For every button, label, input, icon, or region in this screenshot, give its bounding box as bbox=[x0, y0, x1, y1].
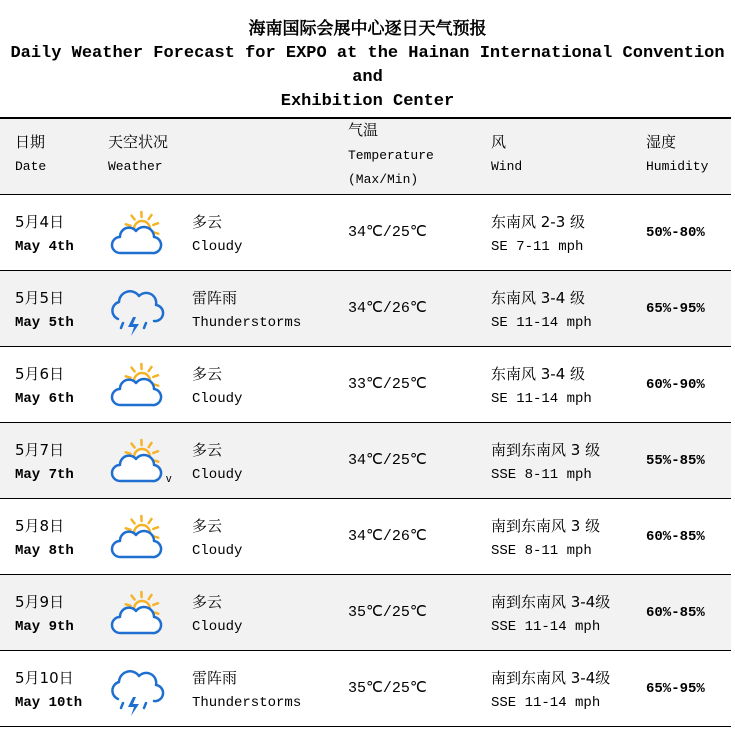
row-wind-zh: 东南风 3-4 级 bbox=[491, 365, 586, 383]
row-date-zh: 5月4日 bbox=[15, 213, 65, 231]
row-wind-en: SE 11-14 mph bbox=[491, 391, 592, 407]
row-divider bbox=[0, 726, 731, 727]
row-date-en: May 4th bbox=[15, 239, 74, 255]
row-divider bbox=[0, 346, 731, 347]
header-temperature-en: Temperature bbox=[348, 148, 434, 163]
row-weather-zh: 多云 bbox=[192, 213, 223, 231]
row-wind-en: SSE 11-14 mph bbox=[491, 619, 601, 635]
partly-cloudy-icon bbox=[106, 355, 168, 415]
row-date-zh: 5月7日 bbox=[15, 441, 65, 459]
row-divider bbox=[0, 498, 731, 499]
row-wind-zh: 南到东南风 3 级 bbox=[491, 517, 601, 535]
title-english bbox=[0, 42, 735, 114]
row-humidity: 65%-95% bbox=[646, 681, 705, 697]
row-date-en: May 8th bbox=[15, 543, 74, 559]
row-temperature: 34℃/25℃ bbox=[348, 452, 427, 469]
row-date-zh: 5月6日 bbox=[15, 365, 65, 383]
row-wind-zh: 南到东南风 3-4级 bbox=[491, 669, 611, 687]
row-wind-zh: 南到东南风 3 级 bbox=[491, 441, 601, 459]
row-date-en: May 9th bbox=[15, 619, 74, 635]
row-date-en: May 7th bbox=[15, 467, 74, 483]
row-date-en: May 6th bbox=[15, 391, 74, 407]
partly-cloudy-icon bbox=[106, 583, 168, 643]
row-weather-zh: 多云 bbox=[192, 593, 223, 611]
title-english-line-2: Exhibition Center bbox=[280, 92, 455, 111]
row-weather-zh: 多云 bbox=[192, 365, 223, 383]
row-date-zh: 5月5日 bbox=[15, 289, 65, 307]
row-temperature: 35℃/25℃ bbox=[348, 680, 427, 697]
row-humidity: 55%-85% bbox=[646, 453, 705, 469]
title-chinese: 海南国际会展中心逐日天气预报 bbox=[248, 19, 487, 39]
partly-cloudy-icon bbox=[106, 507, 168, 567]
header-divider bbox=[0, 194, 731, 195]
row-wind-zh: 东南风 2-3 级 bbox=[491, 213, 586, 231]
thunderstorm-icon bbox=[106, 659, 168, 719]
partly-cloudy-icon bbox=[106, 203, 168, 263]
row-temperature: 33℃/25℃ bbox=[348, 376, 427, 393]
header-temperature-zh: 气温 bbox=[348, 121, 379, 139]
row-temperature: 35℃/25℃ bbox=[348, 604, 427, 621]
row-wind-en: SSE 11-14 mph bbox=[491, 695, 601, 711]
row-wind-en: SSE 8-11 mph bbox=[491, 543, 592, 559]
header-weather-en: Weather bbox=[108, 159, 163, 174]
row-wind-en: SE 7-11 mph bbox=[491, 239, 584, 255]
thunderstorm-icon bbox=[106, 279, 168, 339]
row-date-zh: 5月10日 bbox=[15, 669, 74, 687]
row-humidity: 60%-85% bbox=[646, 605, 705, 621]
row-date-zh: 5月8日 bbox=[15, 517, 65, 535]
title-english-line-1: Daily Weather Forecast for EXPO at the Hainan International Convention and bbox=[10, 44, 725, 87]
row-temperature: 34℃/26℃ bbox=[348, 300, 427, 317]
row-weather-en: Cloudy bbox=[192, 391, 243, 407]
header-wind-en: Wind bbox=[491, 159, 523, 174]
row-wind-zh: 南到东南风 3-4级 bbox=[491, 593, 611, 611]
row-humidity: 60%-85% bbox=[646, 529, 705, 545]
row-temperature: 34℃/25℃ bbox=[348, 224, 427, 241]
row-wind-zh: 东南风 3-4 级 bbox=[491, 289, 586, 307]
row-wind-en: SE 11-14 mph bbox=[491, 315, 592, 331]
header-humidity-zh: 湿度 bbox=[646, 133, 677, 151]
header-humidity-en: Humidity bbox=[646, 159, 709, 174]
row-humidity: 60%-90% bbox=[646, 377, 705, 393]
row-weather-en: Thunderstorms bbox=[192, 315, 302, 331]
header-temperature-en-2: (Max/Min) bbox=[348, 172, 419, 187]
row-wind-en: SSE 8-11 mph bbox=[491, 467, 592, 483]
row-humidity: 50%-80% bbox=[646, 225, 705, 241]
row-date-en: May 10th bbox=[15, 695, 83, 711]
row-marker: v bbox=[166, 473, 172, 485]
row-weather-zh: 雷阵雨 bbox=[192, 289, 238, 307]
row-weather-zh: 多云 bbox=[192, 517, 223, 535]
header-date-zh: 日期 bbox=[15, 133, 46, 151]
row-humidity: 65%-95% bbox=[646, 301, 705, 317]
header-weather-zh: 天空状况 bbox=[108, 133, 169, 151]
row-weather-zh: 雷阵雨 bbox=[192, 669, 238, 687]
row-weather-en: Cloudy bbox=[192, 543, 243, 559]
row-weather-en: Thunderstorms bbox=[192, 695, 302, 711]
row-temperature: 34℃/26℃ bbox=[348, 528, 427, 545]
row-divider bbox=[0, 650, 731, 651]
row-date-zh: 5月9日 bbox=[15, 593, 65, 611]
row-weather-zh: 多云 bbox=[192, 441, 223, 459]
row-weather-en: Cloudy bbox=[192, 239, 243, 255]
header-wind-zh: 风 bbox=[491, 133, 507, 151]
row-weather-en: Cloudy bbox=[192, 619, 243, 635]
partly-cloudy-icon bbox=[106, 431, 168, 491]
row-weather-en: Cloudy bbox=[192, 467, 243, 483]
row-date-en: May 5th bbox=[15, 315, 74, 331]
header-date-en: Date bbox=[15, 159, 47, 174]
